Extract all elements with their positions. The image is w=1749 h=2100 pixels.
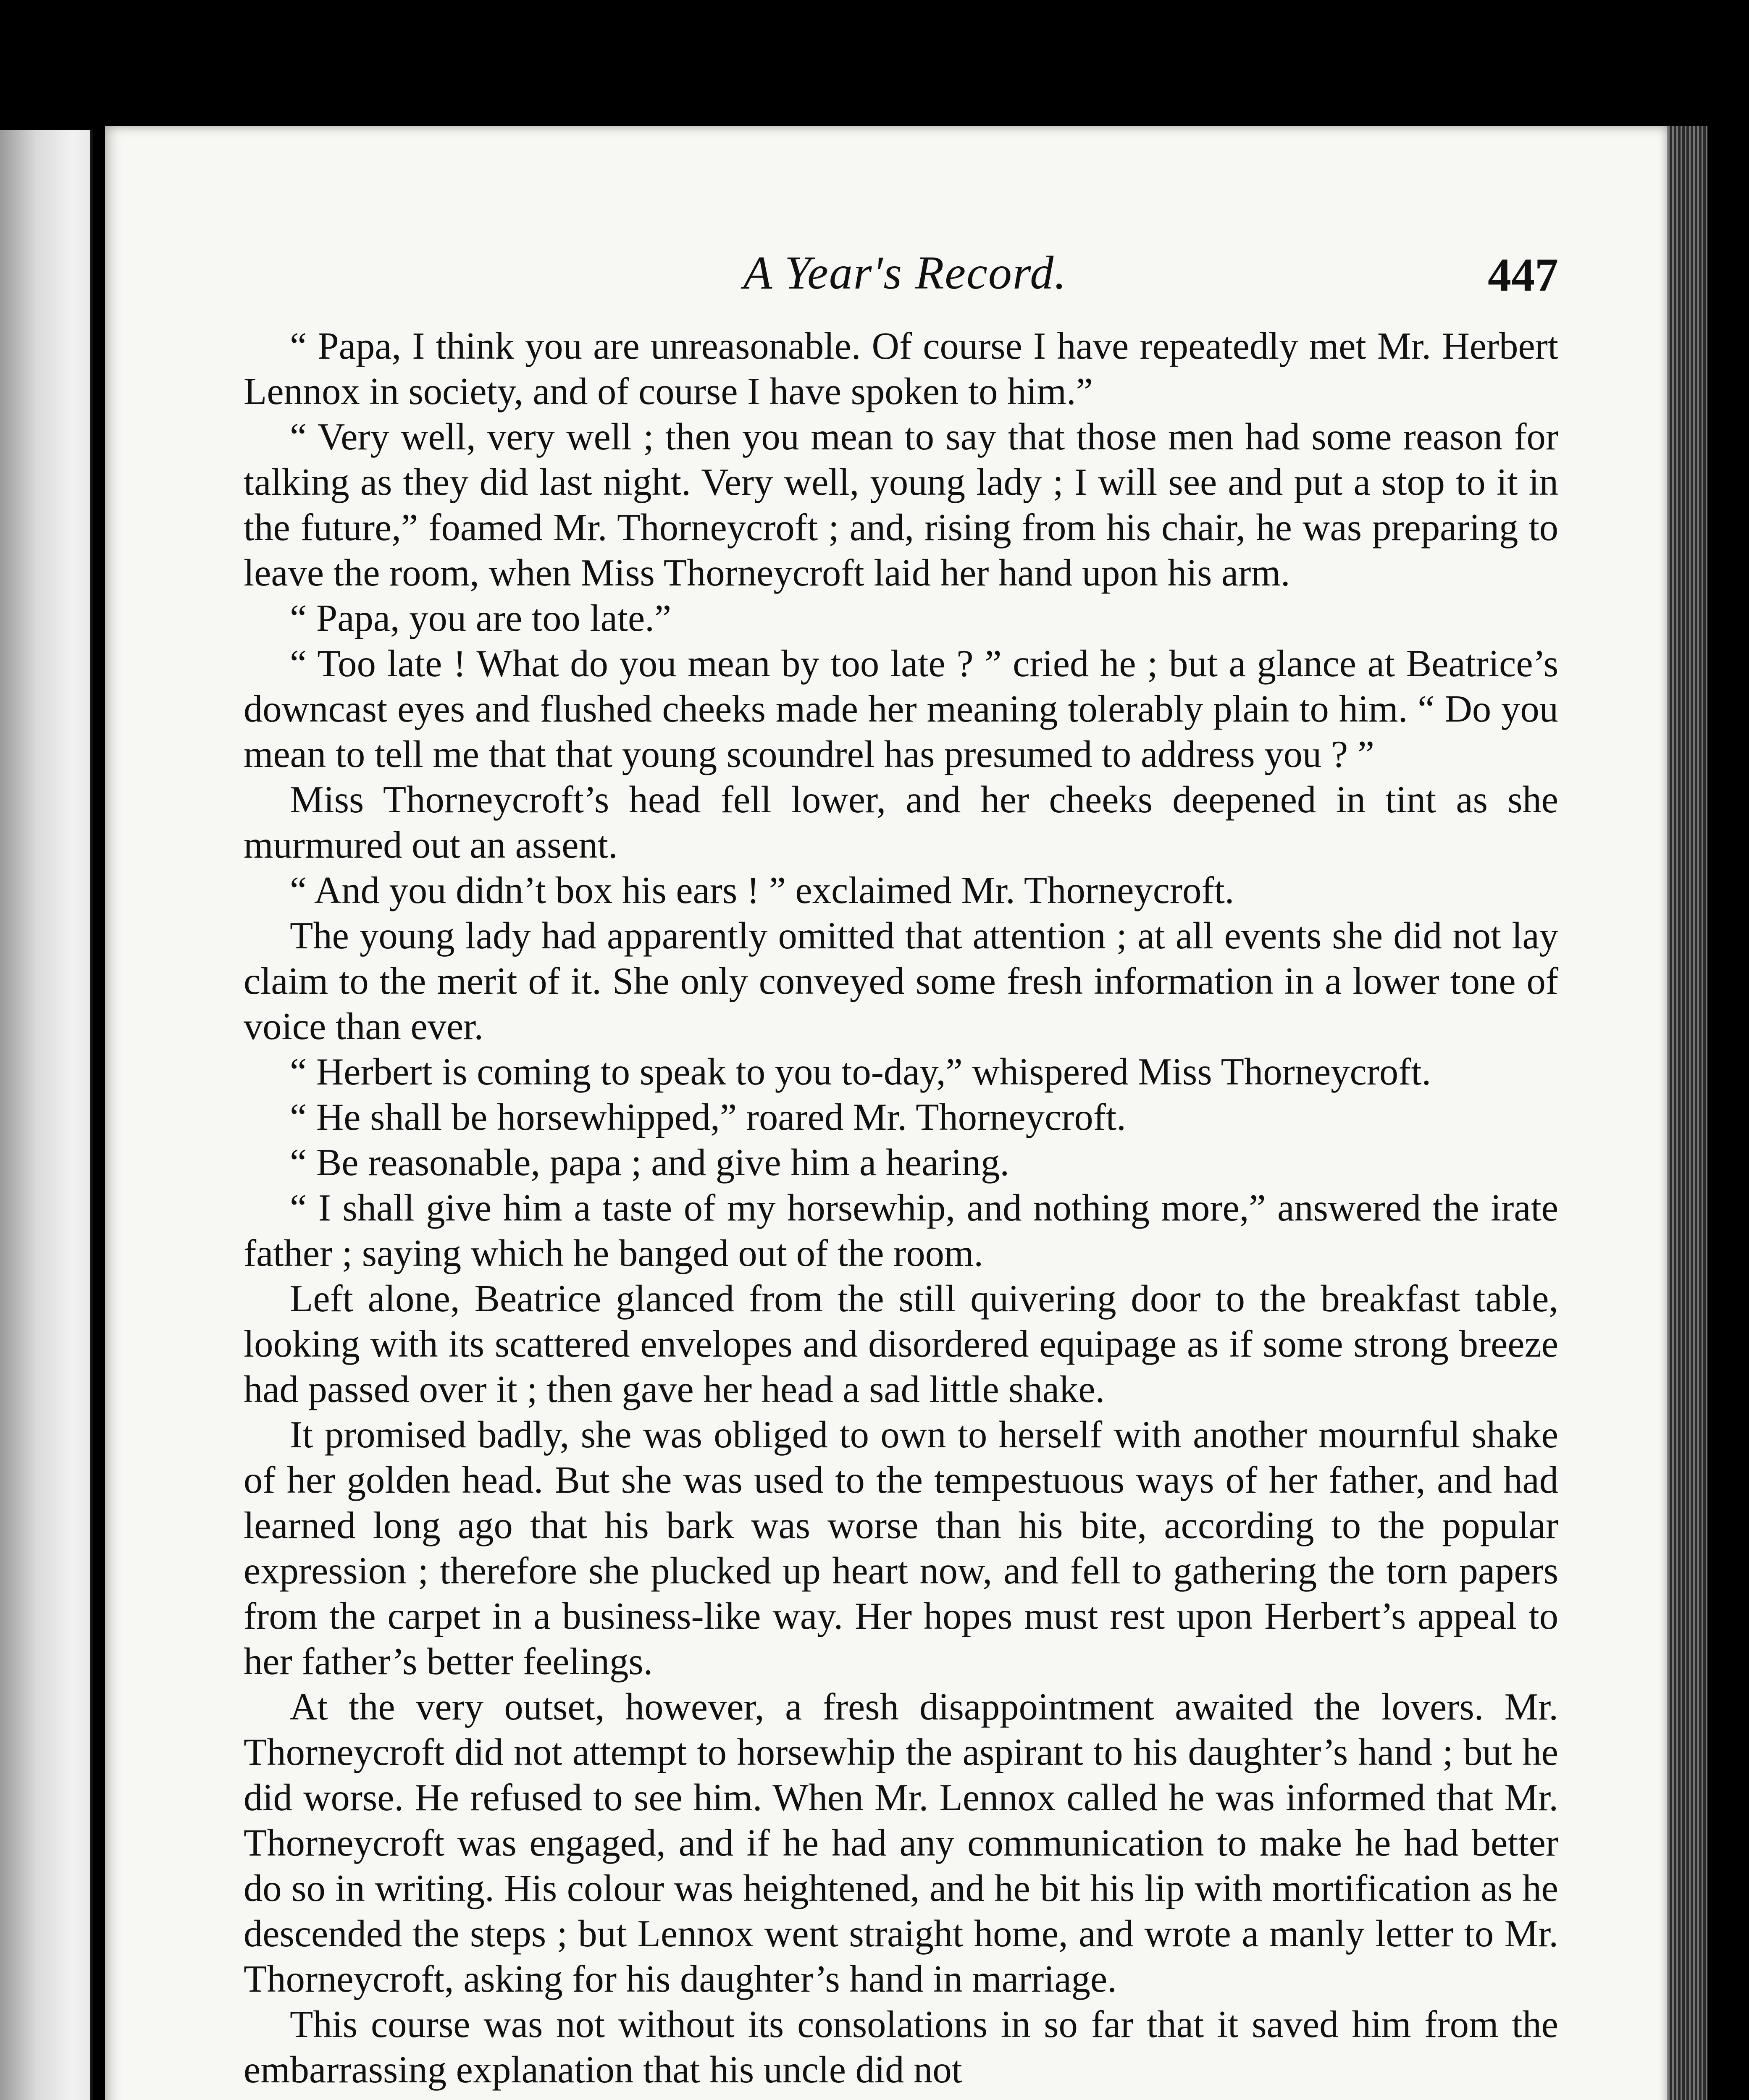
- paragraph: “ Too late ! What do you mean by too late ? ” cried he ; but a glance at Beatrice’s downcast eyes and flushed cheeks made her meaning tolerably plain to him. “ Do you mean to tell me that that young scoundrel has presumed to address you ? ”: [244, 642, 1558, 775]
- paragraph: “ Be reasonable, papa ; and give him a hearing.: [290, 1141, 1010, 1184]
- paragraph: This course was not without its consolations in so far that it saved him from the embarrassing explanation that his uncle did not: [244, 2003, 1558, 2091]
- paragraph: “ I shall give him a taste of my horsewhip, and nothing more,” answered the irate father ; saying which he banged out of the room.: [244, 1186, 1558, 1274]
- page-number: 447: [1488, 249, 1558, 301]
- running-head: [244, 231, 1567, 315]
- paragraph: Miss Thorneycroft’s head fell lower, and her cheeks deepened in tint as she murmured out an assent.: [244, 778, 1558, 866]
- paragraph: “ Very well, very well ; then you mean to say that those men had some reason for talking as they did last night. Very well, young lady ; I will see and put a stop to it in the future,” foamed Mr. Thorneycroft ; and, rising from his chair, he was preparing to leave the room, when Miss Thorneycroft laid her hand upon his arm.: [244, 415, 1558, 594]
- paragraph: It promised badly, she was obliged to own to herself with another mournful shake of her golden head. But she was used to the tempestuous ways of her father, and had learned long ago that his bark was worse than his bite, according to the popular expression ; therefore she plucked up heart now, and fell to gathering the torn papers from the carpet in a business-like way. Her hopes must rest upon Herbert’s appeal to her father’s better feelings.: [244, 1413, 1558, 1683]
- facing-page-edge: [0, 130, 93, 2100]
- paragraph: The young lady had apparently omitted that attention ; at all events she did not lay claim to the merit of it. She only conveyed some fresh information in a lower tone of voice than ever.: [244, 914, 1558, 1047]
- paragraph: Left alone, Beatrice glanced from the still quivering door to the breakfast table, looking with its scattered envelopes and disordered equipage as if some strong breeze had passed over it ; then gave her head a sad little shake.: [244, 1277, 1558, 1410]
- paragraph: “ Papa, I think you are unreasonable. Of course I have repeatedly met Mr. Herbert Lennox in society, and of course I have spoken to him.”: [244, 325, 1558, 412]
- paragraph: At the very outset, however, a fresh disappointment awaited the lovers. Mr. Thorneycroft did not attempt to horsewhip the aspirant to his daughter’s hand ; but he did worse. He refused to see him. When Mr. Lennox called he was informed that Mr. Thorneycroft was engaged, and if he had any communication to make he had better do so in writing. His colour was heightened, and he bit his lip with mortification as he descended the steps ; but Lennox went straight home, and wrote a manly letter to Mr. Thorneycroft, asking for his daughter’s hand in marriage.: [244, 1685, 1558, 2000]
- paragraph: “ Papa, you are too late.”: [290, 597, 672, 639]
- body-text: [244, 323, 1558, 2092]
- running-title: A Year's Record.: [743, 247, 1067, 299]
- book-page: [105, 126, 1668, 2100]
- paragraph: “ And you didn’t box his ears ! ” exclaimed Mr. Thorneycroft.: [290, 869, 1234, 911]
- paragraph: “ He shall be horsewhipped,” roared Mr. Thorneycroft.: [290, 1096, 1126, 1138]
- paragraph: “ Herbert is coming to speak to you to-day,” whispered Miss Thorneycroft.: [290, 1050, 1431, 1093]
